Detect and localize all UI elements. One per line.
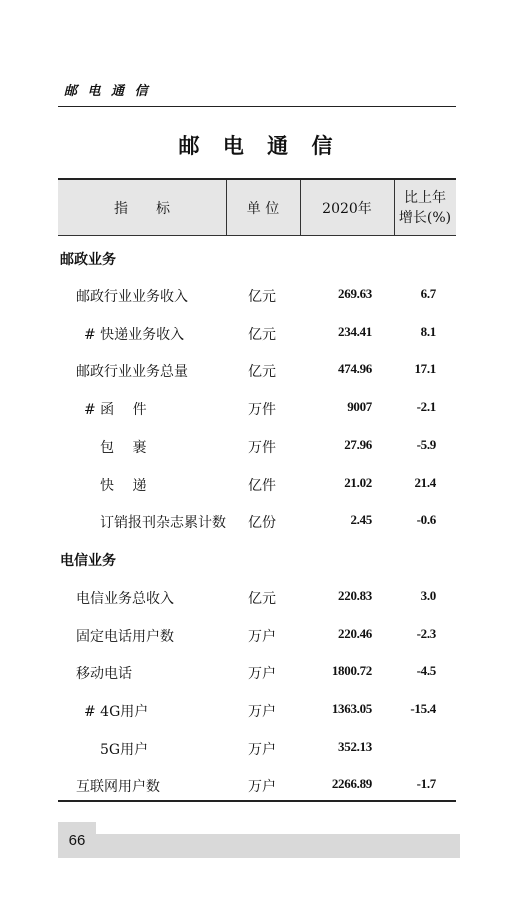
row-name: 快 递 bbox=[100, 478, 147, 494]
page-number: 66 bbox=[58, 822, 96, 858]
col-header-year: 2020年 bbox=[322, 200, 372, 217]
row-name: 邮政行业业务收入 bbox=[76, 289, 188, 305]
row-value: 21.02 bbox=[344, 475, 372, 490]
row-unit: 亿元 bbox=[248, 364, 276, 380]
col-header-growth-line1: 比上年 bbox=[404, 189, 446, 206]
row-growth: -1.7 bbox=[416, 776, 436, 791]
table-header bbox=[58, 180, 456, 236]
table-row bbox=[58, 508, 456, 534]
table-row bbox=[58, 659, 456, 685]
row-growth: -4.5 bbox=[416, 663, 436, 678]
row-value: 9007 bbox=[347, 399, 372, 414]
row-value: 2266.89 bbox=[331, 776, 372, 791]
row-value: 269.63 bbox=[338, 286, 372, 301]
row-name: # 快递业务收入 bbox=[84, 327, 185, 343]
table-row bbox=[58, 395, 456, 421]
row-name: 移动电话 bbox=[76, 666, 132, 682]
row-name: 互联网用户数 bbox=[76, 779, 160, 795]
col-header-unit: 单 位 bbox=[246, 200, 280, 217]
row-unit: 万户 bbox=[248, 666, 276, 682]
table-bottom-rule bbox=[58, 800, 456, 802]
row-name: 电信业务总收入 bbox=[76, 591, 174, 607]
row-name: 订销报刊杂志累计数 bbox=[100, 515, 226, 531]
row-name: # 4G用户 bbox=[84, 704, 149, 720]
row-value: 220.46 bbox=[338, 626, 372, 641]
row-unit: 亿元 bbox=[248, 289, 276, 305]
row-unit: 万户 bbox=[248, 742, 276, 758]
row-name: 包 裹 bbox=[100, 440, 147, 456]
row-growth: 17.1 bbox=[414, 361, 436, 376]
table-row bbox=[58, 433, 456, 459]
section-heading-telecom: 电信业务 bbox=[60, 553, 116, 569]
row-name: 5G用户 bbox=[100, 742, 149, 758]
row-unit: 万户 bbox=[248, 629, 276, 645]
row-value: 1800.72 bbox=[331, 663, 372, 678]
row-value: 2.45 bbox=[350, 512, 372, 527]
row-growth: 21.4 bbox=[414, 475, 436, 490]
col-header-indicator: 指 标 bbox=[114, 200, 170, 217]
row-growth: -2.1 bbox=[416, 399, 436, 414]
table-row bbox=[58, 320, 456, 346]
table-row bbox=[58, 735, 456, 761]
running-header: 邮 电 通 信 bbox=[64, 84, 151, 99]
row-growth: 6.7 bbox=[420, 286, 436, 301]
table-row bbox=[58, 471, 456, 497]
footer-band bbox=[96, 834, 460, 858]
row-growth: 3.0 bbox=[420, 588, 436, 603]
page-title: 邮 电 通 信 bbox=[178, 134, 341, 158]
row-value: 1363.05 bbox=[331, 701, 372, 716]
table-row bbox=[58, 282, 456, 308]
row-unit: 亿元 bbox=[248, 327, 276, 343]
table-row bbox=[58, 357, 456, 383]
row-unit: 万户 bbox=[248, 779, 276, 795]
row-value: 234.41 bbox=[338, 324, 372, 339]
row-value: 352.13 bbox=[338, 739, 372, 754]
col-header-growth bbox=[394, 180, 456, 235]
table-row bbox=[58, 772, 456, 798]
section-heading-postal: 邮政业务 bbox=[60, 252, 116, 268]
row-unit: 亿元 bbox=[248, 591, 276, 607]
row-name: # 函 件 bbox=[84, 402, 147, 418]
row-value: 220.83 bbox=[338, 588, 372, 603]
page-footer bbox=[58, 822, 460, 858]
row-unit: 亿件 bbox=[248, 478, 276, 494]
row-growth: -0.6 bbox=[416, 512, 436, 527]
row-growth: -2.3 bbox=[416, 626, 436, 641]
row-name: 固定电话用户数 bbox=[76, 629, 174, 645]
row-value: 474.96 bbox=[338, 361, 372, 376]
row-growth: 8.1 bbox=[420, 324, 436, 339]
row-growth: -5.9 bbox=[416, 437, 436, 452]
row-growth: -15.4 bbox=[410, 701, 436, 716]
row-value: 27.96 bbox=[344, 437, 372, 452]
header-divider bbox=[58, 106, 456, 107]
row-unit: 万件 bbox=[248, 440, 276, 456]
table-row bbox=[58, 622, 456, 648]
row-unit: 万户 bbox=[248, 704, 276, 720]
table-row bbox=[58, 584, 456, 610]
col-header-growth-line2: 增长(%) bbox=[398, 209, 452, 226]
table-row bbox=[58, 697, 456, 723]
row-unit: 万件 bbox=[248, 402, 276, 418]
row-name: 邮政行业业务总量 bbox=[76, 364, 188, 380]
row-unit: 亿份 bbox=[248, 515, 276, 531]
